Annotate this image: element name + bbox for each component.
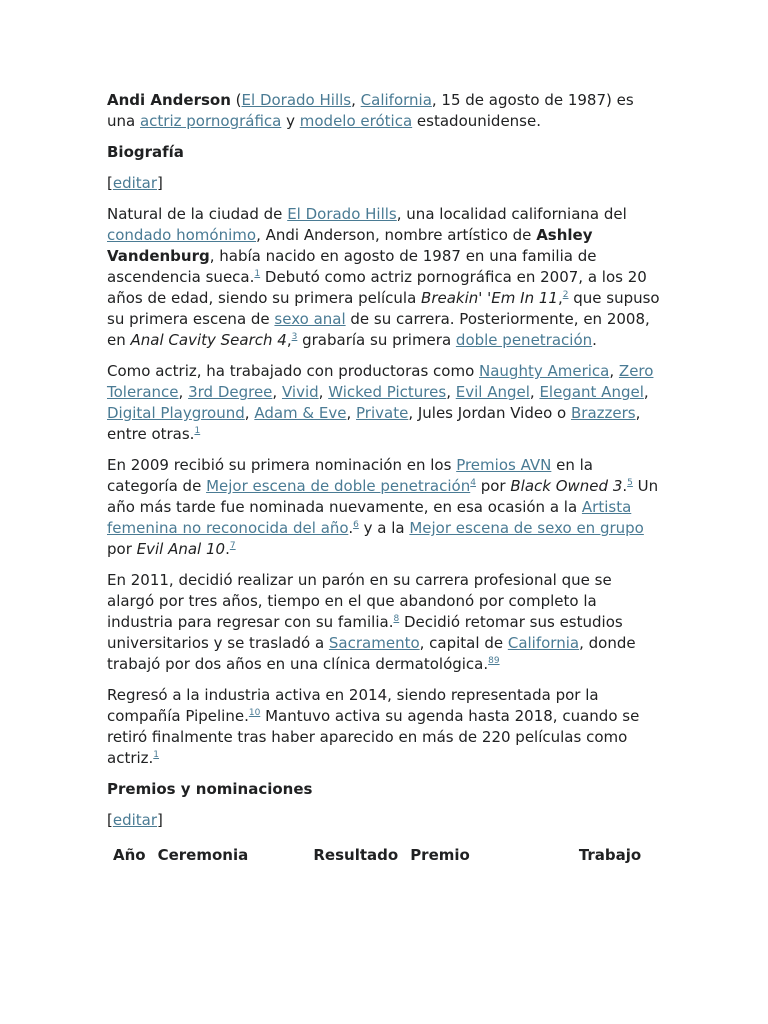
film-title: Anal Cavity Search 4 bbox=[130, 331, 287, 349]
section-heading-biografia: Biografía bbox=[107, 143, 184, 161]
column-header-year: Año bbox=[113, 846, 146, 864]
link-studio[interactable]: Wicked Pictures bbox=[328, 383, 447, 401]
reference-link[interactable]: 1 bbox=[194, 426, 201, 436]
link-studio[interactable]: Adam & Eve bbox=[254, 404, 347, 422]
link-modelo-erotica[interactable]: modelo erótica bbox=[299, 112, 413, 130]
reference-link[interactable]: 1 bbox=[254, 269, 261, 279]
reference-link[interactable]: 4 bbox=[470, 478, 476, 488]
reference-link[interactable]: 89 bbox=[488, 656, 500, 666]
link-sacramento[interactable]: Sacramento bbox=[328, 634, 420, 652]
link-studio[interactable]: Zero Tolerance bbox=[107, 362, 654, 401]
link-california[interactable]: California bbox=[360, 91, 432, 109]
reference-link[interactable]: 1 bbox=[153, 750, 160, 760]
reference-link[interactable]: 2 bbox=[562, 290, 569, 300]
link-award-category[interactable]: Mejor escena de doble penetración bbox=[206, 477, 471, 495]
real-name: Ashley Vandenburg bbox=[107, 226, 593, 265]
column-header-award: Premio bbox=[410, 846, 470, 864]
film-title: Evil Anal 10 bbox=[136, 540, 226, 558]
link-california[interactable]: California bbox=[507, 634, 580, 652]
table-header-row bbox=[107, 841, 663, 870]
section-heading-premios: Premios y nominaciones bbox=[107, 780, 313, 798]
reference-link[interactable]: 5 bbox=[627, 478, 633, 488]
reference-link[interactable]: 6 bbox=[353, 520, 359, 530]
column-header-ceremony: Ceremonia bbox=[157, 846, 249, 864]
article-body bbox=[107, 90, 663, 870]
edit-section-biografia: [editar] bbox=[107, 174, 163, 192]
edit-link[interactable]: editar bbox=[112, 174, 158, 192]
link-sexo-anal[interactable]: sexo anal bbox=[274, 310, 346, 328]
link-condado-homonimo[interactable]: condado homónimo bbox=[107, 226, 257, 244]
link-studio[interactable]: Naughty America bbox=[479, 362, 610, 380]
link-studio[interactable]: 3rd Degree bbox=[188, 383, 273, 401]
link-brazzers[interactable]: Brazzers bbox=[571, 404, 636, 422]
link-studio[interactable]: Evil Angel bbox=[455, 383, 530, 401]
link-studio[interactable]: Digital Playground bbox=[107, 404, 245, 422]
link-studio[interactable]: Vivid bbox=[281, 383, 319, 401]
column-header-work: Trabajo bbox=[578, 846, 642, 864]
link-premios-avn[interactable]: Premios AVN bbox=[456, 456, 552, 474]
film-title: Breakin' 'Em In 11 bbox=[421, 289, 558, 307]
link-el-dorado-hills[interactable]: El Dorado Hills bbox=[241, 91, 352, 109]
link-actriz-pornografica[interactable]: actriz pornográfica bbox=[139, 112, 282, 130]
column-header-result: Resultado bbox=[313, 846, 399, 864]
reference-link[interactable]: 10 bbox=[248, 708, 261, 718]
link-award-category[interactable]: Mejor escena de sexo en grupo bbox=[409, 519, 644, 537]
subject-name: Andi Anderson bbox=[107, 91, 231, 109]
film-title: Black Owned 3 bbox=[510, 477, 623, 495]
edit-section-premios: [editar] bbox=[107, 811, 163, 829]
link-doble-penetracion[interactable]: doble penetración bbox=[455, 331, 593, 349]
reference-link[interactable]: 8 bbox=[393, 614, 400, 624]
link-award-category[interactable]: Artista femenina no reconocida del año bbox=[107, 498, 632, 537]
bio-paragraph-5: Regresó a la industria activa en 2014, siendo representada por la compañía Pipeline.$^{10}$ Mantuvo activa su agenda hasta 2018, cuando se retiró finalmente tras haber aparecido en más de 220 películas como actriz.$^1$ bbox=[107, 686, 640, 767]
reference-link[interactable]: 3 bbox=[291, 332, 298, 342]
bio-paragraph-3: En 2009 recibió su primera nominación en los Premios AVN en la categoría de Mejor escena de doble penetración$^4$ por Black Owned 3.$^5$ Un año más tarde fue nominada nuevamente, en esa ocasión a la Artista femenina no reconocida del año.$^6$ y a la Mejor escena de sexo en grupo por Evil Anal 10.$^7$ bbox=[107, 456, 659, 558]
awards-table bbox=[107, 841, 663, 870]
bio-paragraph-2: Como actriz, ha trabajado con productoras como Naughty America, Zero Tolerance, 3rd Degree, Vivid, Wicked Pictures, Evil Angel, Elegant Angel, Digital Playground, Adam & Eve, Private, Jules Jordan Video o Brazzers, entre otras.$^1$ bbox=[107, 362, 654, 443]
link-studio[interactable]: Elegant Angel bbox=[539, 383, 644, 401]
reference-link[interactable]: 7 bbox=[229, 541, 236, 551]
link-studio[interactable]: Private bbox=[356, 404, 409, 422]
link-el-dorado-hills[interactable]: El Dorado Hills bbox=[287, 205, 397, 223]
edit-link[interactable]: editar bbox=[112, 811, 158, 829]
bio-paragraph-1: Natural de la ciudad de El Dorado Hills, una localidad californiana del condado homónimo, Andi Anderson, nombre artístico de Ashley Vandenburg, había nacido en agosto de 1987 en una familia de ascendencia sueca.$^1$ Debutó como actriz pornográfica en 2007, a los 20 años de edad, siendo su primera película Breakin' 'Em In 11,$^2$ que supuso su primera escena de sexo anal de su carrera. Posteriormente, en 2008, en Anal Cavity Search 4,$^3$ grabaría su primera doble penetración. bbox=[107, 205, 660, 349]
bio-paragraph-4: En 2011, decidió realizar un parón en su carrera profesional que se alargó por tres años, tiempo en el que abandonó por completo la industria para regresar con su familia.$^8$ Decidió retomar sus estudios universitarios y se trasladó a Sacramento, capital de California, donde trabajó por dos años en una clínica dermatológica.$^{89}$ bbox=[107, 571, 636, 673]
intro-paragraph: Andi Anderson (El Dorado Hills, California, 15 de agosto de 1987) es una actriz pornográfica y modelo erótica estadounidense. bbox=[107, 91, 634, 130]
